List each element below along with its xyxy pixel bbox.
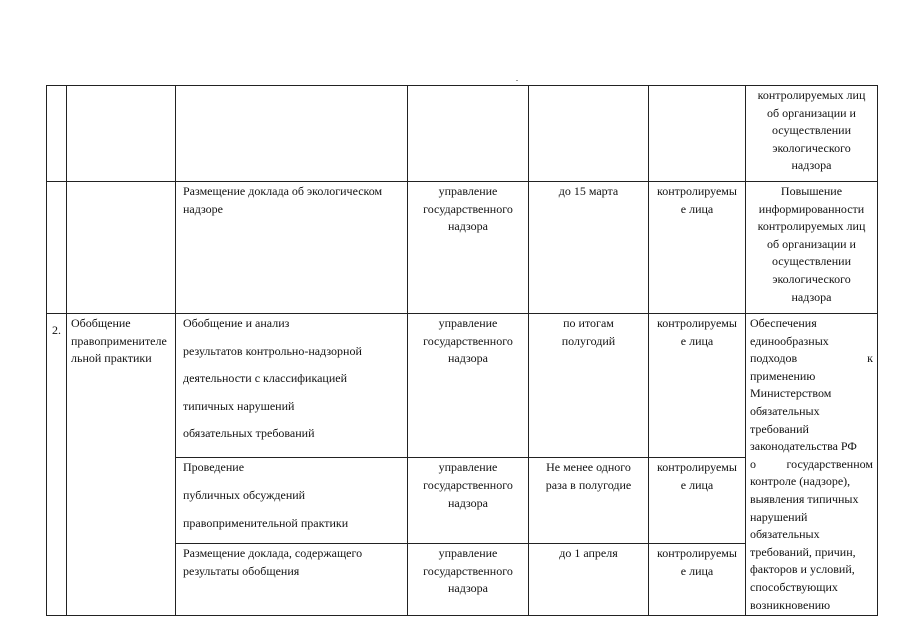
participants-cell bbox=[649, 86, 746, 182]
table-row bbox=[47, 314, 878, 458]
section-name-cell bbox=[67, 182, 176, 314]
term-cell: Не менее одного раза в полугодие bbox=[529, 458, 649, 544]
table-row bbox=[47, 86, 878, 182]
participants-cell: контролируемы е лица bbox=[649, 182, 746, 314]
responsible-cell: управление государственного надзора bbox=[408, 182, 529, 314]
number-cell bbox=[47, 182, 67, 314]
term-cell: до 1 апреля bbox=[529, 543, 649, 615]
plan-table bbox=[46, 85, 878, 616]
section-name-cell bbox=[67, 86, 176, 182]
scan-speck bbox=[516, 80, 518, 81]
term-cell: по итогам полугодий bbox=[529, 314, 649, 458]
table-row bbox=[47, 182, 878, 314]
responsible-cell: управление государственного надзора bbox=[408, 458, 529, 544]
result-cell: Повышение информированности контролируемых лиц об организации и осуществлении экологического надзора bbox=[746, 182, 878, 314]
participants-cell: контролируемы е лица bbox=[649, 314, 746, 458]
justified-line: о государственном bbox=[750, 456, 873, 471]
responsible-cell: управление государственного надзора bbox=[408, 314, 529, 458]
justified-line: подходов к bbox=[750, 351, 873, 366]
number-cell: 2. bbox=[47, 314, 67, 616]
term-cell bbox=[529, 86, 649, 182]
activity-cell bbox=[176, 86, 408, 182]
participants-cell: контролируемы е лица bbox=[649, 458, 746, 544]
result-cell: контролируемых лиц об организации и осуществлении экологического надзора bbox=[746, 86, 878, 182]
section-name-cell: Обобщение правоприменителе льной практики bbox=[67, 314, 176, 616]
result-cell: Обеспечения единообразных подходов к применению Министерством обязательных требований законодательства РФ о государственном контроле (надзоре), выявления типичных нарушений обязательных требований, причин, факторов и условий, способствующих возникновению bbox=[746, 314, 878, 616]
responsible-cell: управление государственного надзора bbox=[408, 543, 529, 615]
activity-cell: Размещение доклада, содержащего результаты обобщения bbox=[176, 543, 408, 615]
term-cell: до 15 марта bbox=[529, 182, 649, 314]
number-cell bbox=[47, 86, 67, 182]
activity-cell: Размещение доклада об экологическом надзоре bbox=[176, 182, 408, 314]
activity-cell: Проведение публичных обсуждений правоприменительной практики bbox=[176, 458, 408, 544]
activity-cell: Обобщение и анализ результатов контрольно-надзорной деятельности с классификацией типичных нарушений обязательных требований bbox=[176, 314, 408, 458]
participants-cell: контролируемы е лица bbox=[649, 543, 746, 615]
responsible-cell bbox=[408, 86, 529, 182]
